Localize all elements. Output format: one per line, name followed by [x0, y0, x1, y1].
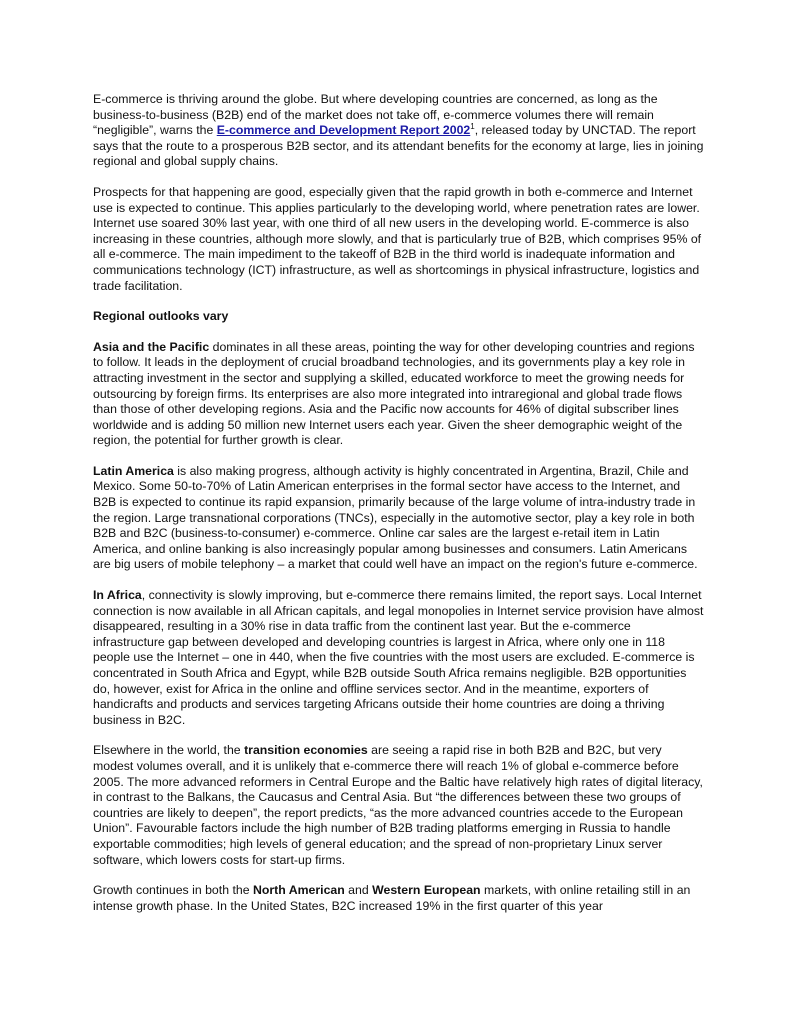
document-body — [93, 92, 705, 929]
growth-text-a: Growth continues in both the — [93, 883, 253, 898]
section-heading: Regional outlooks vary — [93, 309, 229, 324]
intro-text-b: , released today by UNCTAD. The report says that the route to a prosperous B2B sector, and its attendant benefits for the economy at large, lies in joining regional and global supply chains. — [93, 123, 704, 169]
report-link[interactable]: E-commerce and Development Report 2002 — [216, 123, 471, 138]
paragraph-intro — [93, 92, 705, 170]
north-american-label: North American — [252, 883, 345, 898]
transition-text-a: Elsewhere in the world, the — [93, 743, 245, 758]
footnote-marker: 1 — [470, 122, 475, 132]
transition-label: transition economies — [244, 743, 368, 758]
latin-america-label: Latin America — [93, 463, 174, 478]
growth-text-b: and — [344, 883, 373, 898]
growth-text-c: markets, with online retailing still in an intense growth phase. In the United States, B2C increased 19% in the first quarter of this year — [93, 883, 691, 913]
paragraph-latin-america — [93, 464, 705, 573]
paragraph-prospects: Prospects for that happening are good, especially given that the rapid growth in both e-commerce and Internet use is expected to continue. This applies particularly to the developing world, where penetration rates are lower. Internet use soared 30% last year, with one third of all new users in the developing world. E-commerce is also increasing in these countries, although more slowly, and that is particularly true of B2B, which comprises 95% of all e-commerce. The main impediment to the takeoff of B2B in the third world is inadequate information and communications technology (ICT) infrastructure, as well as shortcomings in physical infrastructure, logistics and trade facilitation. — [93, 184, 702, 293]
intro-text-a: E-commerce is thriving around the globe. But where developing countries are concerned, as long as the business-to-business (B2B) end of the market does not take off, e-commerce volumes there will remain “negligible”, warns the — [93, 92, 658, 138]
africa-label: In Africa — [93, 588, 142, 603]
asia-text: dominates in all these areas, pointing the way for other developing countries and regions to follow. It leads in the deployment of crucial broadband technologies, and its governments play a key role in attracting investment in the sector and supplying a skilled, educated workforce to meet the growing needs for outsourcing by foreign firms. Its enterprises are also more integrated into intraregional and global trade flows than those of other developing regions. Asia and the Pacific now accounts for 46% of digital subscriber lines worldwide and is adding 50 million new Internet users each year. Given the sheer demographic weight of the region, the potential for further growth is clear. — [93, 339, 695, 448]
transition-text-b: are seeing a rapid rise in both B2B and B2C, but very modest volumes overall, and it is unlikely that e-commerce there will reach 1% of global e-commerce before 2005. The more advanced reformers in Central Europe and the Baltic have relatively high rates of digital literacy, in contrast to the Balkans, the Caucasus and Central Asia. But “the differences between these two groups of countries are likely to deepen”, the report predicts, “as the more advanced countries accede to the European Union”. Favourable factors include the high number of B2B trading platforms emerging in Russia to handle exportable commodities; high levels of general education; and the spread of non-proprietary Linux server software, which lowers costs for start-up firms. — [93, 743, 703, 867]
paragraph-africa — [93, 588, 705, 728]
paragraph-transition — [93, 743, 705, 868]
paragraph-growth — [93, 883, 705, 914]
asia-label: Asia and the Pacific — [93, 339, 210, 354]
paragraph-asia — [93, 340, 705, 449]
western-european-label: Western European — [372, 883, 481, 898]
latin-america-text: is also making progress, although activity is highly concentrated in Argentina, Brazil, Chile and Mexico. Some 50-to-70% of Latin American enterprises in the formal sector have access to the Internet, and B2B is expected to continue its rapid expansion, primarily because of the large volume of intra-industry trade in the region. Large transnational corporations (TNCs), especially in the automotive sector, play a key role in both B2B and B2C (business-to-consumer) e-commerce. Online car sales are the largest e-retail item in Latin America, and online banking is also increasingly popular among businesses and consumers. Latin Americans are big users of mobile telephony – a market that could well have an impact on the region's future e-commerce. — [93, 463, 698, 572]
africa-text: , connectivity is slowly improving, but e-commerce there remains limited, the report says. Local Internet connection is now available in all African capitals, and legal monopolies in Internet service provision have almost disappeared, resulting in a 30% rise in data traffic from the continent last year. But the e-commerce infrastructure gap between developed and developing countries is largest in Africa, where only one in 118 people use the Internet – one in 440, when the five countries with the most users are excluded. E-commerce is concentrated in South Africa and Egypt, while B2B outside South Africa remains negligible. B2B opportunities do, however, exist for Africa in the online and offline services sector. And in the meantime, exporters of handicrafts and products and services targeting Africans outside their home countries are doing a thriving business in B2C. — [93, 588, 704, 727]
